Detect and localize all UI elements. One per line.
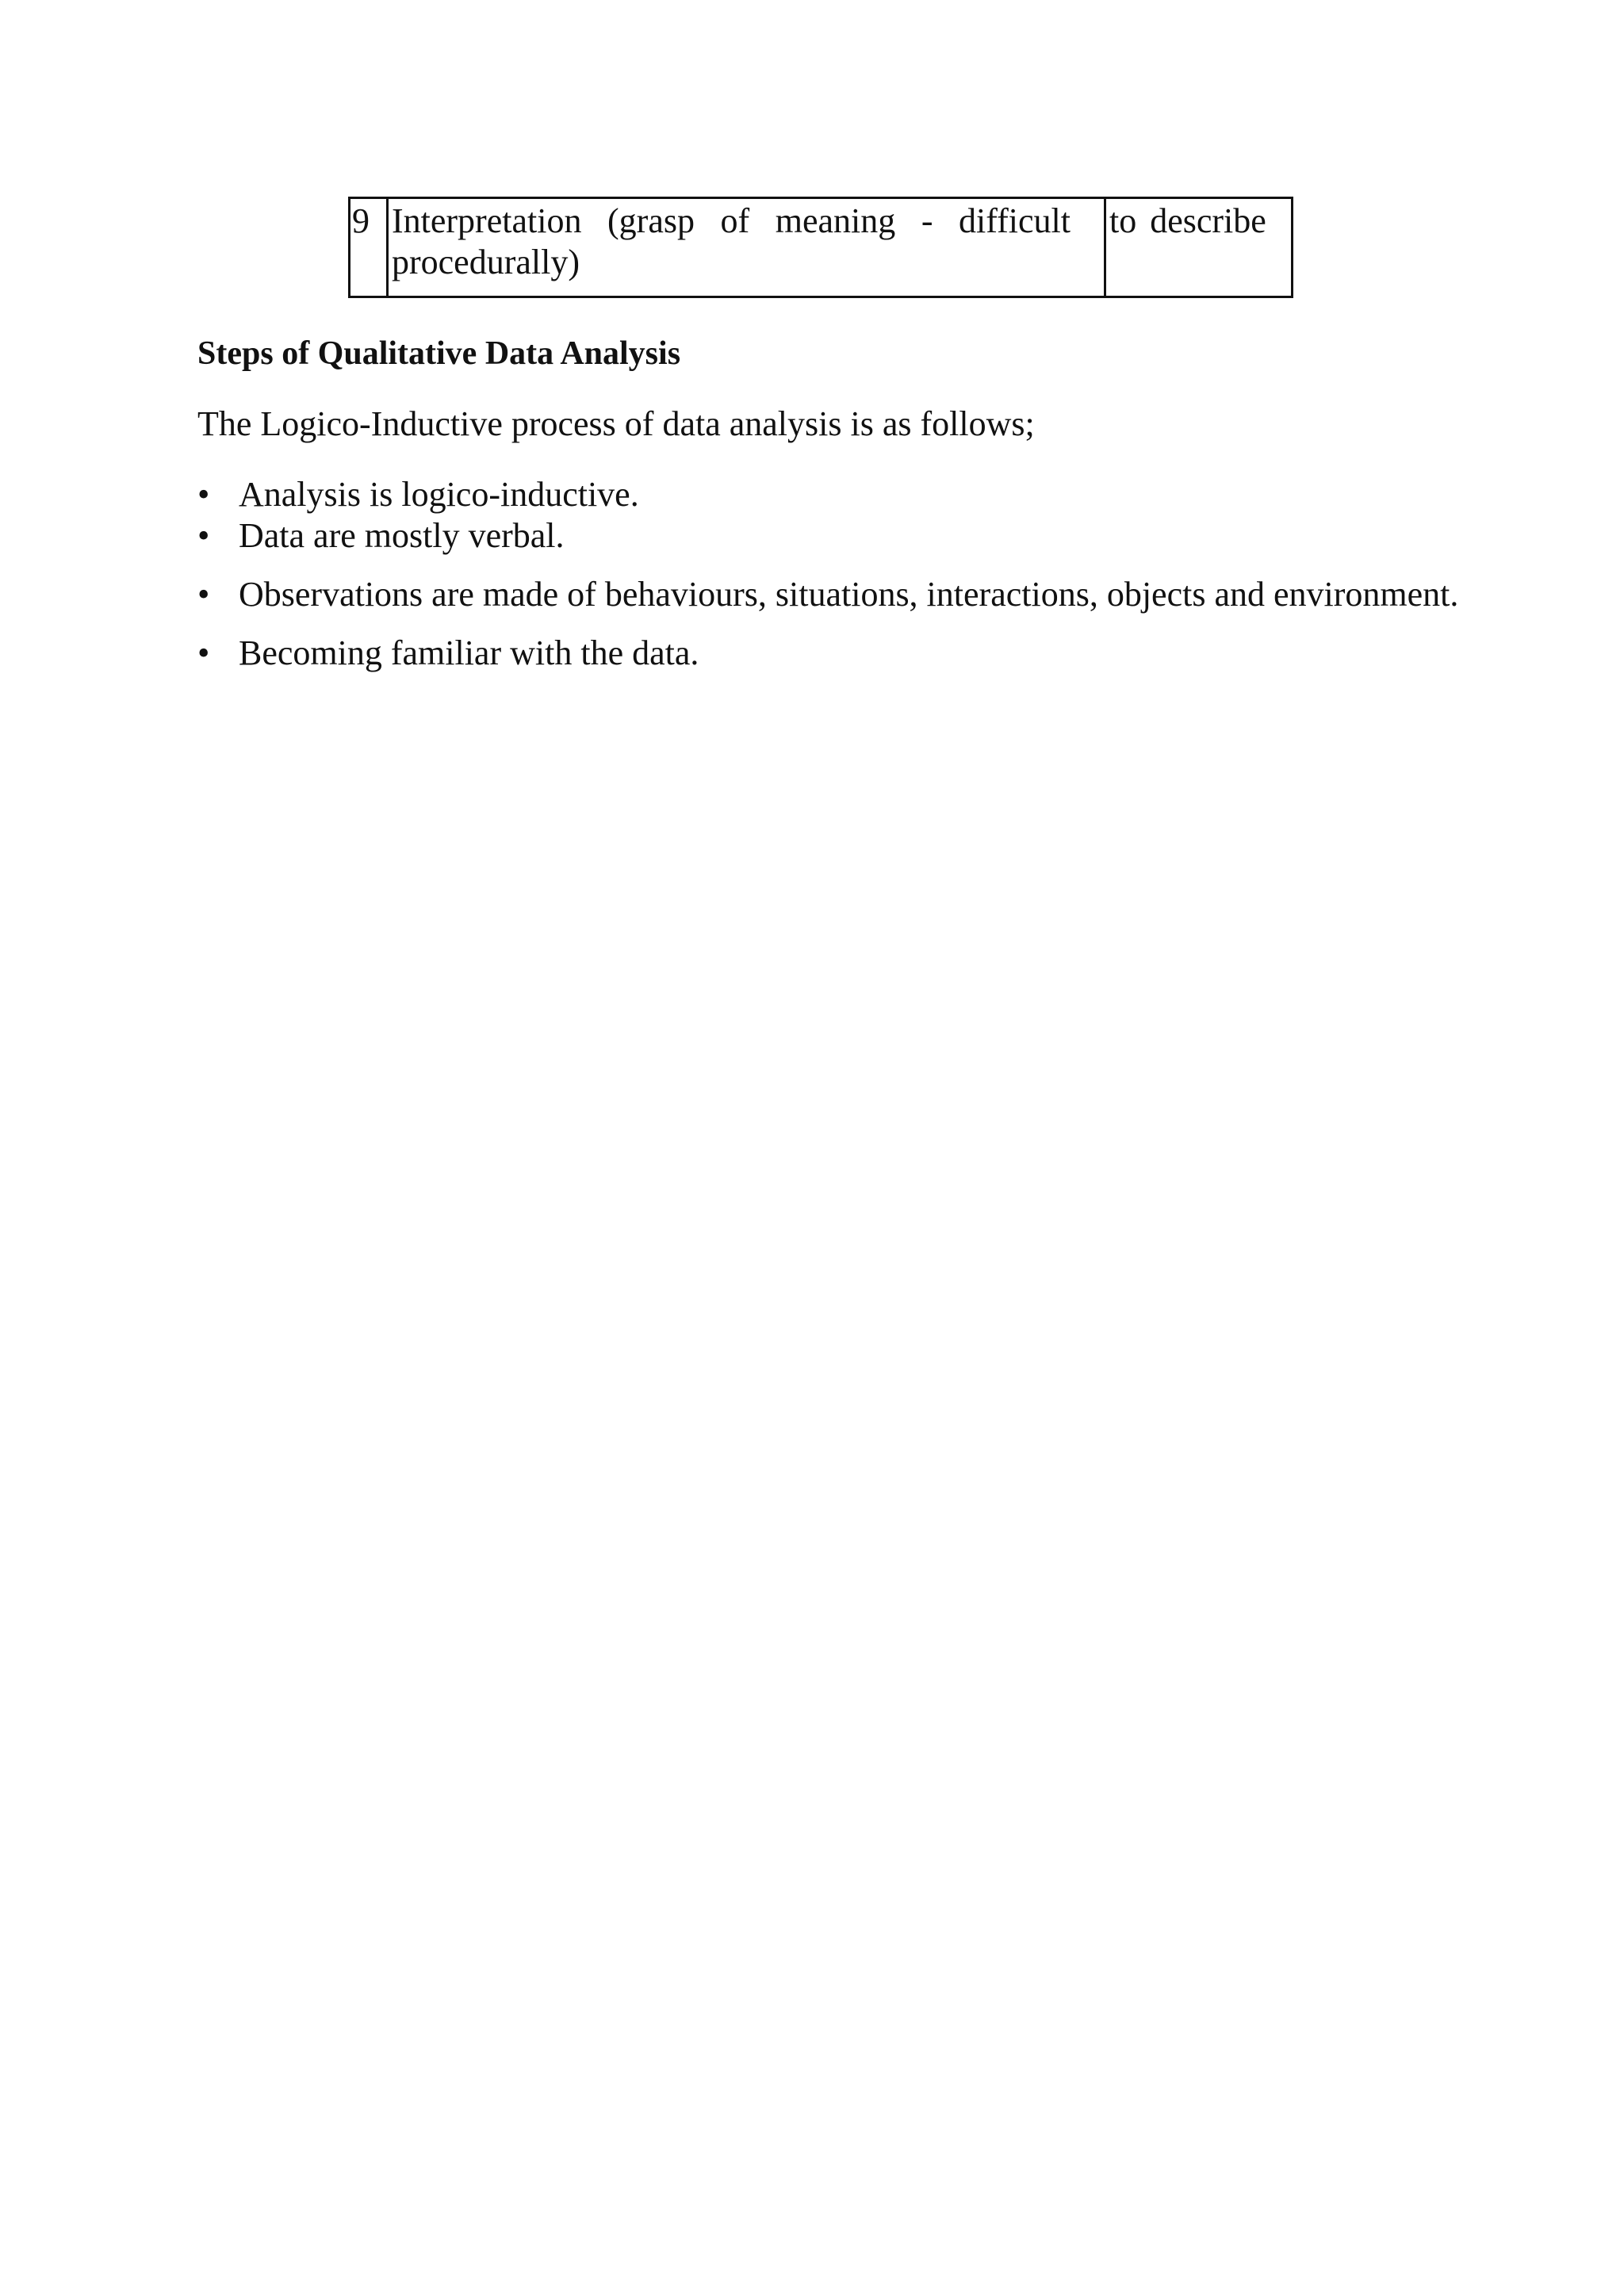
bullet-icon: •: [197, 575, 210, 614]
list-item-text: Becoming familiar with the data.: [239, 633, 699, 672]
bullet-icon: •: [197, 633, 210, 672]
row-number: 9: [350, 199, 389, 296]
list-item: [197, 574, 1609, 615]
row-description: Interpretation (grasp of meaning - difficult procedurally): [389, 199, 1106, 296]
list-item-text: Data are mostly verbal.: [239, 516, 565, 555]
bullet-icon: •: [197, 516, 210, 555]
intro-paragraph: The Logico-Inductive process of data analysis is as follows;: [197, 404, 1035, 443]
section-heading: Steps of Qualitative Data Analysis: [197, 335, 681, 372]
bullet-list: [197, 474, 1609, 674]
bullet-icon: •: [197, 475, 210, 514]
list-item-text: Observations are made of behaviours, situations, interactions, objects and environment.: [239, 575, 1459, 614]
row-note: to describe: [1109, 201, 1266, 240]
list-item: [197, 515, 1609, 557]
list-item: [197, 633, 1609, 674]
list-item: [197, 474, 1609, 515]
table-row: [348, 197, 1293, 298]
list-item-text: Analysis is logico-inductive.: [239, 475, 639, 514]
